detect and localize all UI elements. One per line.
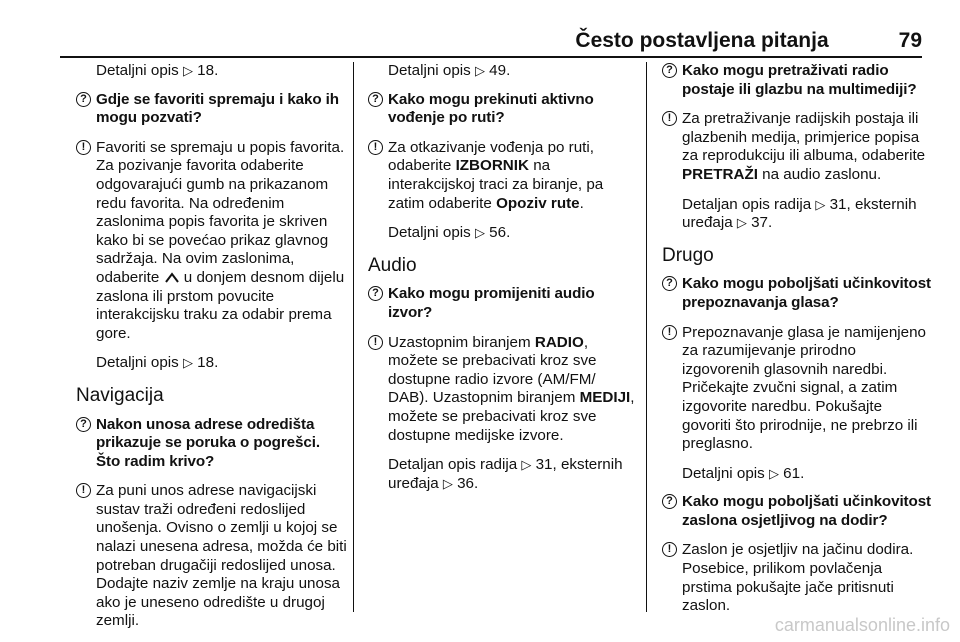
answer-text: u donjem desnom dijelu zaslona ili prstom povucite interakcijsku traku za odabir prema gore. (96, 268, 345, 342)
cross-reference (368, 456, 640, 493)
question-text: Gdje se favoriti spremaju i kako ih mogu pozvati? (96, 90, 339, 127)
question-icon: ? (662, 276, 677, 291)
cancel-route-keyword: Opoziv rute (496, 194, 580, 212)
answer-text: na interakcijskoj traci za biranje, pa zatim odaberite (388, 157, 604, 212)
question-block (662, 493, 934, 530)
answer-icon: ! (662, 542, 677, 557)
section-heading: Navigacija (76, 384, 164, 406)
page-title: Često postavljena pitanja (575, 29, 829, 52)
question-icon: ? (76, 92, 91, 107)
answer-icon: ! (76, 140, 91, 155)
question-icon: ? (662, 494, 677, 509)
question-icon: ? (76, 417, 91, 432)
question-block (662, 275, 934, 312)
section-heading: Drugo (662, 244, 714, 266)
xref-page: 56. (484, 224, 511, 242)
xref-page: 61. (778, 464, 805, 482)
column-divider (353, 62, 354, 612)
xref-arrow-icon: ▷ (815, 196, 826, 212)
answer-text: Za pretraživanje radijskih postaja ili glazbenih medija, primjerice popisa za reprodukciju ili albuma, odaberite (682, 110, 926, 165)
question-icon: ? (368, 92, 383, 107)
answer-text: , možete se prebacivati kroz sve dostupne medijske izvore. (388, 389, 635, 444)
question-text: Kako mogu poboljšati učinkovitost zaslona osjetljivog na dodir? (682, 493, 931, 529)
answer-icon: ! (368, 335, 383, 350)
xref-arrow-icon: ▷ (521, 457, 532, 473)
answer-block (368, 334, 640, 446)
answer-block (662, 324, 934, 454)
question-text: Nakon unosa adrese odredišta prikazuje se poruka o pogrešci. Što radim krivo? (96, 415, 320, 470)
radio-keyword: RADIO (534, 333, 584, 351)
answer-icon: ! (76, 483, 91, 498)
question-text: Kako mogu poboljšati učinkovitost prepoznavanja glasa? (682, 275, 931, 311)
page-header (60, 22, 922, 58)
question-icon: ? (368, 286, 383, 301)
xref-arrow-icon: ▷ (182, 355, 193, 371)
question-icon: ? (662, 63, 677, 78)
question-block (76, 91, 348, 128)
answer-text: na audio zaslonu. (757, 165, 882, 183)
question-text: Kako mogu promijeniti audio izvor? (388, 285, 595, 321)
xref-text: Detaljni opis (96, 354, 183, 372)
cross-reference (368, 224, 640, 243)
answer-text: Za otkazivanje vođenja po ruti, odaberite (388, 138, 594, 175)
answer-icon: ! (662, 325, 677, 340)
xref-page: 49. (484, 62, 511, 79)
answer-text: Favoriti se spremaju u popis favorita. Za pozivanje favorita odaberite odgovarajući gumb na prikazanom redu favorita. Na određenim zaslonima popis favorita je skriven kako bi se povećao prikaz glavnog sadržaja. Na ovim zaslonima, odaberite (96, 138, 345, 286)
answer-icon: ! (662, 111, 677, 126)
xref-text: Detaljni opis (96, 62, 183, 79)
column-1 (76, 62, 348, 642)
answer-block (662, 110, 934, 184)
column-divider (646, 62, 647, 612)
xref-text: 31, eksternih uređaja (388, 456, 623, 492)
xref-text: Detaljni opis (388, 224, 475, 242)
column-2 (368, 62, 640, 503)
menu-keyword: IZBORNIK (455, 157, 529, 175)
cross-reference (76, 62, 348, 81)
question-block (76, 416, 348, 472)
question-block (368, 285, 640, 322)
xref-page: 18. (192, 62, 219, 79)
section-heading: Audio (368, 254, 417, 276)
xref-arrow-icon: ▷ (768, 465, 779, 481)
chevron-up-icon (164, 270, 180, 284)
answer-icon: ! (368, 140, 383, 155)
xref-text: Detaljni opis (682, 464, 769, 482)
xref-arrow-icon: ▷ (474, 225, 485, 241)
question-text: Kako mogu prekinuti aktivno vođenje po ruti? (388, 90, 594, 127)
cross-reference (76, 354, 348, 373)
xref-arrow-icon: ▷ (474, 63, 485, 78)
answer-block (368, 139, 640, 213)
xref-page: 36. (452, 474, 479, 492)
answer-text: Zaslon je osjetljiv na jačinu dodira. Posebice, prilikom povlačenja prstima pokušajte jače pritisnuti zaslon. (682, 541, 914, 615)
xref-page: 18. (192, 354, 219, 372)
page-number: 79 (898, 29, 922, 52)
answer-text: , možete se prebacivati kroz sve dostupne radio izvore (AM/FM/ DAB). Uzastopnim biranjem (388, 333, 597, 407)
watermark: carmanualsonline.info (774, 615, 950, 635)
cross-reference (662, 196, 934, 233)
xref-arrow-icon: ▷ (442, 475, 453, 491)
answer-text: Uzastopnim biranjem (388, 333, 535, 351)
answer-text: Prepoznavanje glasa je namijenjeno za razumijevanje prirodno izgovorenih glasovnih naredbi. Pričekajte zvučni signal, a zatim izgovorite naredbu. Pokušajte govoriti što prirodnije, ne prebrzo ili preglasno. (682, 323, 927, 453)
xref-arrow-icon: ▷ (736, 215, 747, 231)
question-block (368, 91, 640, 128)
xref-text: Detaljan opis radija (682, 195, 816, 213)
xref-text: Detaljan opis radija (388, 456, 522, 474)
answer-block (76, 482, 348, 631)
xref-text: 31, eksternih uređaja (682, 195, 917, 232)
cross-reference (368, 62, 640, 81)
column-3 (662, 62, 934, 627)
answer-block (662, 541, 934, 615)
answer-text: Za puni unos adrese navigacijski sustav traži određeni redoslijed unošenja. Ovisno o zemlji u kojoj se nalazi unesena adresa, možda će biti potreban drugačiji redoslijed unosa. Dodajte naziv zemlje na kraju unosa ako je uneseno odredište u drugoj zemlji. (96, 482, 347, 630)
media-keyword: MEDIJI (579, 389, 631, 407)
answer-block (76, 139, 348, 344)
search-keyword: PRETRAŽI (682, 165, 758, 183)
question-block (662, 62, 934, 99)
question-text: Kako mogu pretraživati radio postaje ili glazbu na multimediji? (682, 62, 917, 98)
xref-page: 37. (746, 214, 773, 232)
xref-arrow-icon: ▷ (182, 63, 193, 78)
cross-reference (662, 465, 934, 484)
xref-text: Detaljni opis (388, 62, 475, 79)
answer-text: . (579, 194, 584, 212)
